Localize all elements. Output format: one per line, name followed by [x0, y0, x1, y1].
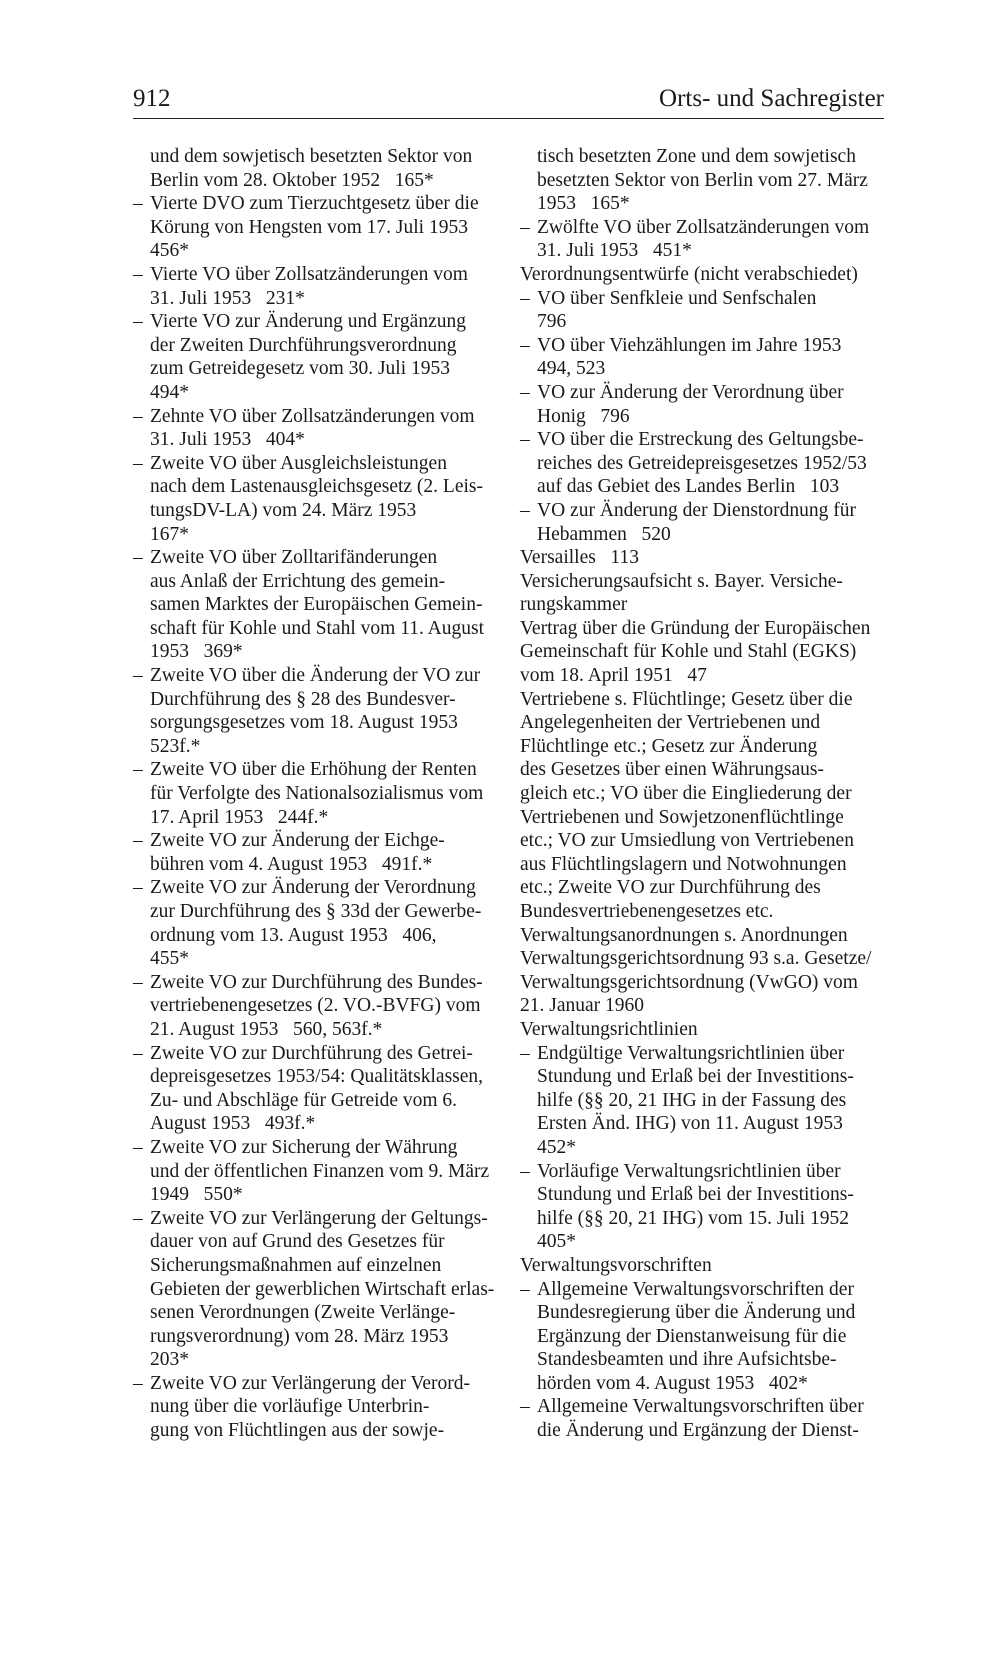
entry-line: tisch besetzten Zone und dem sowjetisch	[537, 146, 856, 167]
entry-line: samen Marktes der Europäischen Gemein-	[150, 594, 483, 616]
index-subentry	[133, 664, 495, 758]
page-number: 912	[133, 85, 171, 112]
index-entry	[520, 617, 886, 688]
entry-line: Zehnte VO über Zollsatzänderungen vom	[150, 405, 475, 427]
index-column-right	[520, 145, 886, 1443]
entry-line: 494, 523	[537, 358, 606, 380]
entry-line: Zweite VO zur Änderung der Eichge-	[150, 830, 445, 852]
entry-line: etc.; VO zur Umsiedlung von Vertriebenen	[520, 830, 854, 852]
index-subentry	[520, 1278, 886, 1396]
entry-line: Gemeinschaft für Kohle und Stahl (EGKS)	[520, 641, 857, 663]
entry-line: Zweite VO über Ausgleichsleistungen	[150, 452, 447, 474]
index-subentry	[520, 381, 886, 428]
entry-line: Bundesregierung über die Änderung und	[537, 1302, 856, 1324]
entry-line: Zweite VO über Zolltarifänderungen	[150, 547, 438, 569]
entry-line: Vertriebene s. Flüchtlinge; Gesetz über die	[520, 688, 853, 710]
entry-line: zur Durchführung des § 33d der Gewerbe-	[150, 901, 482, 922]
entry-line: Vertrag über die Gründung der Europäischen	[520, 617, 871, 639]
page-header	[133, 84, 884, 119]
entry-line: 452*	[537, 1136, 576, 1158]
entry-line: Sicherungsmaßnahmen auf einzelnen	[150, 1254, 442, 1276]
entry-line: Gebieten der gewerblichen Wirtschaft erlas-	[150, 1278, 495, 1300]
index-subentry	[133, 192, 495, 263]
entry-line: bühren vom 4. August 1953 491f.*	[150, 853, 433, 875]
entry-line: VO über Senfkleie und Senfschalen	[537, 287, 817, 309]
entry-line: der Zweiten Durchführungsverordnung	[150, 334, 457, 356]
entry-line: Durchführung des § 28 des Bundesver-	[150, 688, 456, 710]
subentry-dash: –	[520, 429, 530, 451]
subentry-dash: –	[133, 452, 143, 474]
index-entry	[520, 924, 886, 948]
entry-line: hilfe (§§ 20, 21 IHG) vom 15. Juli 1952	[537, 1207, 849, 1229]
subentry-dash: –	[520, 499, 530, 521]
entry-line: Verwaltungsanordnungen s. Anordnungen	[520, 924, 848, 946]
entry-line: Allgemeine Verwaltungsvorschriften der	[537, 1278, 854, 1300]
entry-line: Stundung und Erlaß bei der Investitions-	[537, 1066, 854, 1088]
index-entry	[520, 546, 886, 570]
entry-line: 1953 165*	[537, 193, 630, 215]
entry-line: schaft für Kohle und Stahl vom 11. August	[150, 617, 484, 639]
index-entry-continued	[520, 145, 886, 216]
index-subentry	[520, 1042, 886, 1160]
entry-line: 21. August 1953 560, 563f.*	[150, 1018, 383, 1040]
entry-line: VO über Viehzählungen im Jahre 1953	[537, 334, 842, 356]
entry-line: 21. Januar 1960	[520, 995, 645, 1017]
index-subentry	[133, 452, 495, 546]
entry-line: Honig 796	[537, 405, 630, 427]
entry-line: Verwaltungsgerichtsordnung (VwGO) vom	[520, 971, 858, 993]
entry-line: VO zur Änderung der Verordnung über	[537, 381, 844, 403]
index-subentry	[520, 428, 886, 499]
entry-line: Verordnungsentwürfe (nicht verabschiedet)	[520, 263, 858, 285]
index-subentry	[133, 1372, 495, 1443]
entry-line: Stundung und Erlaß bei der Investitions-	[537, 1184, 854, 1206]
entry-line: Verwaltungsrichtlinien	[520, 1018, 698, 1040]
index-subentry	[520, 334, 886, 381]
entry-line: 167*	[150, 523, 189, 545]
entry-line: 523f.*	[150, 735, 201, 757]
entry-line: Standesbeamten und ihre Aufsichtsbe-	[537, 1349, 837, 1371]
subentry-dash: –	[520, 1278, 530, 1300]
entry-line: 31. Juli 1953 231*	[150, 287, 305, 309]
index-subentry	[133, 758, 495, 829]
subentry-dash: –	[133, 1042, 143, 1064]
index-subentry	[133, 1042, 495, 1136]
entry-line: Flüchtlinge etc.; Gesetz zur Änderung	[520, 735, 818, 757]
entry-line: Zweite VO zur Sicherung der Währung	[150, 1136, 458, 1158]
subentry-dash: –	[133, 1372, 143, 1394]
subentry-dash: –	[520, 216, 530, 238]
entry-line: 796	[537, 311, 567, 333]
entry-line: Zweite VO zur Verlängerung der Verord-	[150, 1372, 471, 1394]
index-subentry	[520, 1395, 886, 1442]
entry-line: 1949 550*	[150, 1184, 243, 1206]
subentry-dash: –	[133, 877, 143, 899]
entry-line: besetzten Sektor von Berlin vom 27. März	[537, 169, 868, 191]
entry-line: Vertriebenen und Sowjetzonenflüchtlinge	[520, 806, 844, 828]
entry-line: 1953 369*	[150, 641, 243, 663]
index-entry-continued	[133, 145, 495, 192]
index-entry	[520, 947, 886, 1018]
entry-line: Endgültige Verwaltungsrichtlinien über	[537, 1042, 845, 1064]
entry-line: depreisgesetzes 1953/54: Qualitätsklassen,	[150, 1066, 484, 1088]
subentry-dash: –	[133, 971, 143, 993]
index-subentry	[133, 1207, 495, 1372]
subentry-dash: –	[520, 1042, 530, 1064]
subentry-dash: –	[133, 311, 143, 333]
entry-line: Zweite VO zur Änderung der Verordnung	[150, 877, 476, 899]
subentry-dash: –	[133, 665, 143, 687]
entry-line: Vorläufige Verwaltungsrichtlinien über	[537, 1160, 841, 1182]
entry-line: und dem sowjetisch besetzten Sektor von	[150, 146, 473, 167]
index-subentry	[133, 310, 495, 404]
entry-line: Vierte VO über Zollsatzänderungen vom	[150, 263, 468, 285]
index-entry	[520, 1254, 886, 1278]
index-entry	[520, 1018, 886, 1042]
subentry-dash: –	[133, 547, 143, 569]
entry-line: des Gesetzes über einen Währungsaus-	[520, 759, 824, 781]
entry-line: Verwaltungsvorschriften	[520, 1254, 712, 1276]
entry-line: August 1953 493f.*	[150, 1113, 316, 1135]
entry-line: reiches des Getreidepreisgesetzes 1952/53	[537, 452, 867, 474]
index-subentry	[133, 405, 495, 452]
entry-line: Zwölfte VO über Zollsatzänderungen vom	[537, 216, 870, 238]
entry-line: 203*	[150, 1349, 189, 1371]
index-entry	[520, 570, 886, 617]
subentry-dash: –	[133, 1136, 143, 1158]
entry-line: zum Getreidegesetz vom 30. Juli 1953	[150, 358, 451, 380]
index-entry	[520, 688, 886, 924]
entry-line: Zweite VO über die Erhöhung der Renten	[150, 759, 477, 781]
entry-line: Angelegenheiten der Vertriebenen und	[520, 712, 821, 734]
index-subentry	[133, 546, 495, 664]
subentry-dash: –	[520, 1396, 530, 1418]
index-subentry	[520, 499, 886, 546]
entry-line: Versicherungsaufsicht s. Bayer. Versiche-	[520, 570, 843, 592]
subentry-dash: –	[133, 759, 143, 781]
entry-line: tungsDV-LA) vom 24. März 1953	[150, 499, 417, 521]
entry-line: VO zur Änderung der Dienstordnung für	[537, 499, 856, 521]
entry-line: Berlin vom 28. Oktober 1952 165*	[150, 169, 434, 191]
entry-line: 405*	[537, 1231, 576, 1253]
entry-line: 31. Juli 1953 451*	[537, 240, 692, 262]
entry-line: Zweite VO zur Durchführung des Bundes-	[150, 971, 483, 993]
entry-line: Zu- und Abschläge für Getreide vom 6.	[150, 1089, 458, 1111]
entry-line: und der öffentlichen Finanzen vom 9. März	[150, 1160, 490, 1182]
subentry-dash: –	[133, 1207, 143, 1229]
entry-line: 456*	[150, 240, 189, 262]
entry-line: Versailles 113	[520, 547, 639, 569]
index-subentry	[520, 1160, 886, 1254]
index-subentry	[520, 216, 886, 263]
index-subentry	[133, 971, 495, 1042]
entry-line: 494*	[150, 381, 189, 403]
entry-line: 31. Juli 1953 404*	[150, 429, 305, 451]
entry-line: auf das Gebiet des Landes Berlin 103	[537, 476, 840, 498]
entry-line: Allgemeine Verwaltungsvorschriften über	[537, 1396, 864, 1418]
entry-line: Hebammen 520	[537, 523, 671, 545]
index-subentry	[133, 263, 495, 310]
subentry-dash: –	[133, 263, 143, 285]
entry-line: Bundesvertriebenengesetzes etc.	[520, 901, 774, 922]
entry-line: Zweite VO zur Durchführung des Getrei-	[150, 1042, 473, 1064]
entry-line: vertriebenengesetzes (2. VO.-BVFG) vom	[150, 995, 481, 1017]
entry-line: die Änderung und Ergänzung der Dienst-	[537, 1420, 859, 1442]
entry-line: VO über die Erstreckung des Geltungsbe-	[537, 429, 864, 451]
entry-line: 455*	[150, 948, 189, 970]
entry-line: für Verfolgte des Nationalsozialismus vom	[150, 783, 484, 805]
entry-line: aus Anlaß der Errichtung des gemein-	[150, 570, 446, 592]
index-subentry	[520, 287, 886, 334]
entry-line: hilfe (§§ 20, 21 IHG in der Fassung des	[537, 1089, 847, 1111]
index-subentry	[133, 876, 495, 970]
index-subentry	[133, 1136, 495, 1207]
entry-line: Vierte VO zur Änderung und Ergänzung	[150, 311, 466, 333]
subentry-dash: –	[520, 1160, 530, 1182]
entry-line: Ersten Änd. IHG) von 11. August 1953	[537, 1113, 843, 1135]
entry-line: nung über die vorläufige Unterbrin-	[150, 1396, 430, 1418]
entry-line: vom 18. April 1951 47	[520, 665, 707, 687]
entry-line: Zweite VO über die Änderung der VO zur	[150, 665, 481, 687]
subentry-dash: –	[520, 287, 530, 309]
entry-line: rungsverordnung) vom 28. März 1953	[150, 1325, 449, 1347]
entry-line: dauer von auf Grund des Gesetzes für	[150, 1231, 445, 1253]
entry-line: sorgungsgesetzes vom 18. August 1953	[150, 712, 458, 734]
entry-line: Verwaltungsgerichtsordnung 93 s.a. Gesetze/	[520, 948, 872, 970]
entry-line: nach dem Lastenausgleichsgesetz (2. Leis-	[150, 476, 483, 498]
subentry-dash: –	[133, 193, 143, 215]
entry-line: gung von Flüchtlingen aus der sowje-	[150, 1420, 445, 1442]
subentry-dash: –	[133, 830, 143, 852]
entry-line: hörden vom 4. August 1953 402*	[537, 1372, 808, 1394]
index-column-left	[133, 145, 495, 1443]
index-subentry	[133, 829, 495, 876]
subentry-dash: –	[520, 334, 530, 356]
subentry-dash: –	[133, 405, 143, 427]
entry-line: senen Verordnungen (Zweite Verlänge-	[150, 1302, 456, 1324]
entry-line: Ergänzung der Dienstanweisung für die	[537, 1325, 847, 1347]
entry-line: rungskammer	[520, 594, 628, 616]
entry-line: aus Flüchtlingslagern und Notwohnungen	[520, 853, 847, 875]
running-title: Orts- und Sachregister	[659, 85, 884, 112]
entry-line: ordnung vom 13. August 1953 406,	[150, 924, 437, 946]
subentry-dash: –	[520, 381, 530, 403]
entry-line: Vierte DVO zum Tierzuchtgesetz über die	[150, 193, 479, 215]
entry-line: Körung von Hengsten vom 17. Juli 1953	[150, 216, 468, 238]
index-entry	[520, 263, 886, 287]
entry-line: gleich etc.; VO über die Eingliederung der	[520, 783, 852, 805]
entry-line: 17. April 1953 244f.*	[150, 806, 329, 828]
entry-line: Zweite VO zur Verlängerung der Geltungs-	[150, 1207, 488, 1229]
entry-line: etc.; Zweite VO zur Durchführung des	[520, 877, 821, 899]
